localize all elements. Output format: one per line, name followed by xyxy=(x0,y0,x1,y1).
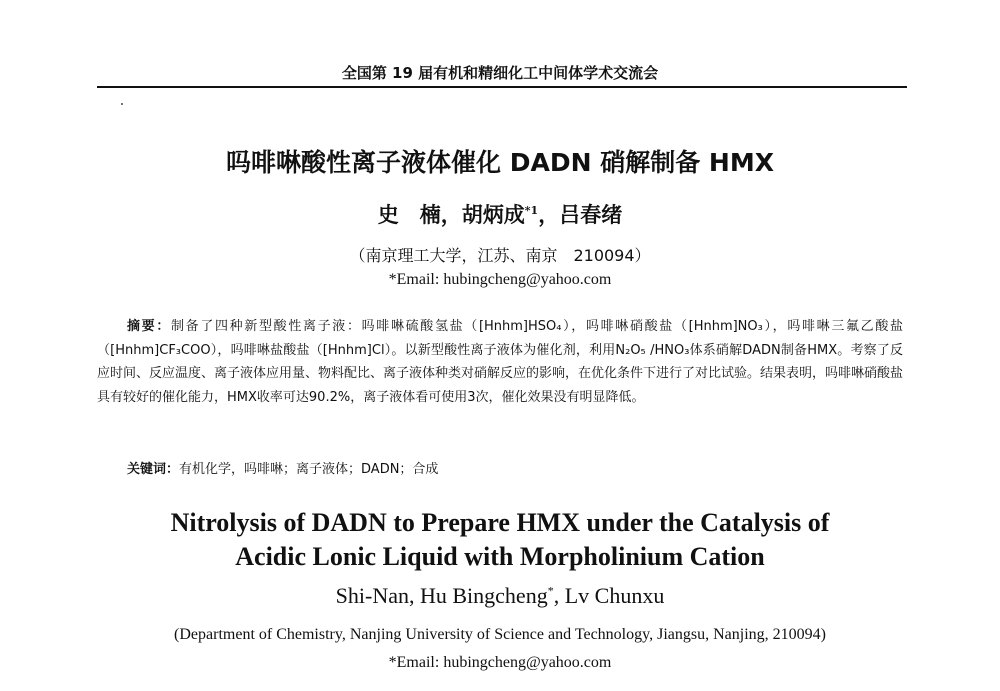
english-corresponding-mark: * xyxy=(547,583,554,598)
chinese-authors xyxy=(0,199,1000,229)
chinese-authors-main: 史 楠，胡炳成 xyxy=(377,202,525,227)
chinese-email: *Email: hubingcheng@yahoo.com xyxy=(388,271,612,288)
english-authors-tail: , Lv Chunxu xyxy=(553,583,665,608)
abstract-text: 制备了四种新型酸性离子液：吗啡啉硫酸氢盐（[Hnhm]HSO₄），吗啡啉硝酸盐（[Hnhm]NO₃），吗啡啉三氟乙酸盐（[Hnhm]CF₃COO），吗啡啉盐酸盐（[Hnhm]Cl）。以新型酸性离子液体为催化剂，利用N₂O₅ /HNO₃体系硝解DADN制备HMX。考察了反应时间、反应温度、离子液体应用量、物料配比、离子液体种类对硝解反应的影响，在优化条件下进行了对比试验。结果表明，吗啡啉硝酸盐具有较好的催化能力，HMX收率可达90.2%，离子液体看可使用3次，催化效果没有明显降低。 xyxy=(97,319,904,405)
scan-speck xyxy=(121,103,123,105)
chinese-keywords xyxy=(127,458,903,477)
english-affiliation: (Department of Chemistry, Nanjing University of Science and Technology, Jiangsu, Nanjing, 210094) xyxy=(174,626,826,643)
english-title-line-2: Acidic Lonic Liquid with Morpholinium Cation xyxy=(235,542,765,571)
keywords-label: 关键词： xyxy=(127,462,180,477)
english-authors-main: Shi-Nan, Hu Bingcheng xyxy=(335,583,548,608)
chinese-affiliation: （南京理工大学，江苏、南京 210094） xyxy=(349,246,651,265)
english-email: *Email: hubingcheng@yahoo.com xyxy=(388,654,612,671)
chinese-corresponding-mark: *1 xyxy=(524,204,539,217)
abstract-label: 摘要： xyxy=(127,319,171,334)
english-title-line-1: Nitrolysis of DADN to Prepare HMX under the Catalysis of xyxy=(170,508,830,537)
chinese-authors-tail: ，吕春绪 xyxy=(538,202,623,227)
chinese-title: 吗啡啉酸性离子液体催化 DADN 硝解制备 HMX xyxy=(226,148,774,177)
header-rule xyxy=(97,86,907,88)
keywords-text: 有机化学，吗啡啉；离子液体；DADN；合成 xyxy=(179,462,439,477)
chinese-abstract xyxy=(97,315,903,409)
english-title xyxy=(0,506,1000,574)
conference-header: 全国第 19 届有机和精细化工中间体学术交流会 xyxy=(341,64,659,82)
english-authors xyxy=(0,583,1000,609)
